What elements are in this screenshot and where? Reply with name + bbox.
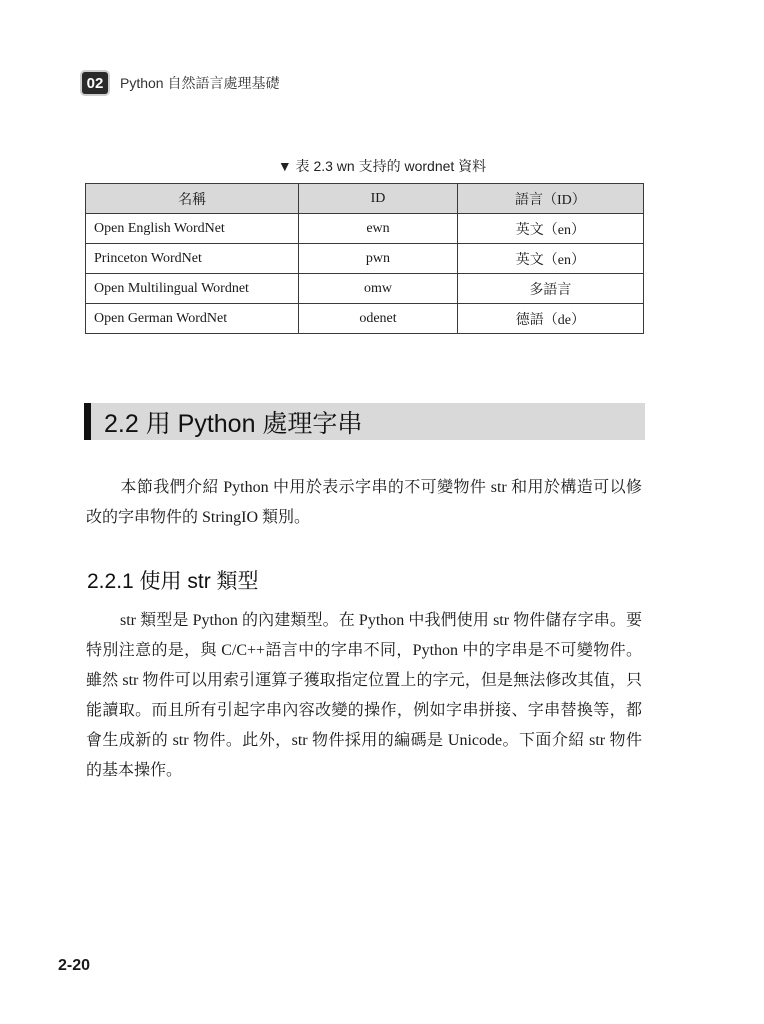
cell-name: Princeton WordNet <box>86 244 299 274</box>
column-header-id: ID <box>299 184 457 214</box>
section-heading <box>84 403 645 440</box>
cell-id: ewn <box>299 214 457 244</box>
table-row <box>86 304 644 334</box>
table-row <box>86 274 644 304</box>
subsection-title: 2.2.1 使用 str 類型 <box>87 570 259 593</box>
cell-language: 英文（en） <box>457 214 643 244</box>
cell-name: Open Multilingual Wordnet <box>86 274 299 304</box>
table-row <box>86 244 644 274</box>
cell-id: pwn <box>299 244 457 274</box>
section-intro-paragraph <box>86 473 642 533</box>
cell-language: 多語言 <box>457 274 643 304</box>
wordnet-table <box>85 183 644 334</box>
running-title: Python 自然語言處理基礎 <box>120 75 280 91</box>
running-head <box>82 70 279 96</box>
section-title: 2.2 用 Python 處理字串 <box>104 409 363 438</box>
cell-language: 德語（de） <box>457 304 643 334</box>
chapter-badge: 02 <box>82 72 108 94</box>
cell-language: 英文（en） <box>457 244 643 274</box>
subsection-body-text: str 類型是 Python 的內建類型。在 Python 中我們使用 str 物件儲存字串。要特別注意的是，與 C/C++語言中的字串不同，Python 中的字串是不可變物件。雖然 str 物件可以用索引運算子獲取指定位置上的字元，但是無法修改其值，只能讀取。而且所有引起字串內容改變的操作，例如字串拼接、字串替換等，都會生成新的 str 物件。此外，str 物件採用的編碼是 Unicode。下面介紹 str 物件的基本操作。 <box>86 612 642 779</box>
table-caption: ▼ 表 2.3 wn 支持的 wordnet 資料 <box>277 158 487 174</box>
cell-name: Open German WordNet <box>86 304 299 334</box>
cell-name: Open English WordNet <box>86 214 299 244</box>
column-header-name: 名稱 <box>86 184 299 214</box>
page-number: 2-20 <box>58 957 91 974</box>
cell-id: odenet <box>299 304 457 334</box>
table-row <box>86 214 644 244</box>
table-header-row <box>86 184 644 214</box>
cell-id: omw <box>299 274 457 304</box>
subsection-body-paragraph <box>86 606 642 786</box>
section-intro-text: 本節我們介紹 Python 中用於表示字串的不可變物件 str 和用於構造可以修改的字串物件的 StringIO 類別。 <box>86 479 642 526</box>
column-header-language: 語言（ID） <box>457 184 643 214</box>
section-bar-decoration <box>84 403 91 440</box>
